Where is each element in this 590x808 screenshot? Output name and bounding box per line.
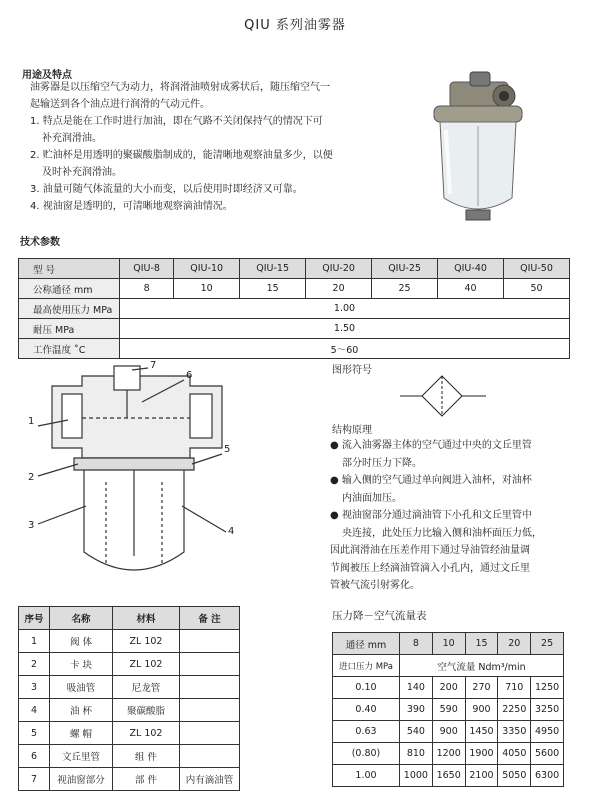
spec-model: QIU-10	[174, 259, 240, 279]
flow-cell: 1900	[465, 743, 498, 765]
callout-4: 4	[228, 526, 235, 537]
spec-max-pressure: 1.00	[120, 299, 570, 319]
spec-model: QIU-40	[438, 259, 504, 279]
usage-line: 1. 特点是能在工作时进行加油，即在气路不关闭保持气的情况下可	[30, 116, 323, 127]
parts-cell: 1	[19, 630, 50, 653]
parts-cell: 视油窗部分	[50, 768, 113, 791]
parts-cell: ZL 102	[113, 630, 180, 653]
flow-cell: 0.63	[333, 721, 400, 743]
parts-cell: 3	[19, 676, 50, 699]
parts-row	[19, 676, 240, 699]
parts-cell: 7	[19, 768, 50, 791]
flow-bore: 20	[498, 633, 531, 655]
usage-heading: 用途及特点	[22, 70, 72, 81]
symbol-label: 图形符号	[332, 365, 372, 376]
flow-row	[333, 743, 564, 765]
parts-header: 材料	[113, 607, 180, 630]
parts-row	[19, 699, 240, 722]
usage-line: 2. 贮油杯是用透明的聚碳酸脂制成的，能清晰地观察油量多少，以便	[30, 150, 333, 161]
callout-6: 6	[186, 370, 193, 381]
flow-cell: 2100	[465, 765, 498, 787]
flow-cell: 540	[400, 721, 433, 743]
usage-line: 及时补充润滑油。	[42, 167, 122, 178]
flow-cell: 3350	[498, 721, 531, 743]
flow-cell: 590	[432, 699, 465, 721]
spec-model-label: 型 号	[19, 259, 120, 279]
parts-cell	[180, 653, 240, 676]
spec-bore: 20	[306, 279, 372, 299]
spec-temp: 5～60	[120, 339, 570, 359]
spec-bore: 10	[174, 279, 240, 299]
flow-cell: 4050	[498, 743, 531, 765]
parts-cell: 组 件	[113, 745, 180, 768]
parts-table	[18, 606, 240, 791]
parts-cell: 聚碳酸脂	[113, 699, 180, 722]
principle-line: ● 视油窗部分通过滴油管下小孔和文丘里管中	[330, 510, 532, 521]
parts-cell: ZL 102	[113, 722, 180, 745]
parts-cell	[180, 699, 240, 722]
usage-text	[30, 79, 380, 215]
flow-cell: 0.10	[333, 677, 400, 699]
flow-cell: 1450	[465, 721, 498, 743]
principle-line: 因此润滑油在压差作用下通过导油管经油量调	[330, 545, 530, 556]
spec-bore-label: 公称通径 mm	[19, 279, 120, 299]
flow-row	[333, 721, 564, 743]
callout-2: 2	[28, 472, 35, 483]
callout-7: 7	[150, 360, 157, 371]
principle-line: 节阀被压上经滴油管滴入小孔内，通过文丘里	[330, 562, 530, 574]
flow-cell: 900	[432, 721, 465, 743]
spec-model: QIU-15	[240, 259, 306, 279]
flow-cell: 5050	[498, 765, 531, 787]
parts-cell: 尼龙管	[113, 676, 180, 699]
parts-cell: 2	[19, 653, 50, 676]
parts-cell	[180, 676, 240, 699]
flow-bore-label: 通径 mm	[333, 633, 400, 655]
flow-unit-label: 空气流量 Ndm³/min	[400, 655, 564, 677]
parts-row	[19, 653, 240, 676]
flow-cell: 3250	[531, 699, 564, 721]
principle-line: ● 流入油雾器主体的空气通过中央的文丘里管	[330, 440, 532, 451]
principle-line: ● 输入侧的空气通过单向阀进入油杯，对油杯	[330, 475, 532, 486]
spec-bore: 15	[240, 279, 306, 299]
flow-cell: 1000	[400, 765, 433, 787]
spec-model: QIU-50	[504, 259, 570, 279]
spec-bore: 25	[372, 279, 438, 299]
parts-cell: 卡 块	[50, 653, 113, 676]
spec-bore: 40	[438, 279, 504, 299]
flow-cell: 140	[400, 677, 433, 699]
flow-cell: 1200	[432, 743, 465, 765]
principle-line: 部分时压力下降。	[342, 457, 422, 469]
usage-line: 3. 油量可随气体流量的大小而变，以后使用时即经济又可靠。	[30, 184, 303, 195]
flow-cell: 270	[465, 677, 498, 699]
parts-cell: 6	[19, 745, 50, 768]
spec-model: QIU-8	[120, 259, 174, 279]
parts-header: 名称	[50, 607, 113, 630]
principle-line: 内油面加压。	[342, 492, 402, 504]
callout-3: 3	[28, 520, 35, 531]
parts-row	[19, 768, 240, 791]
usage-line: 4. 视油窗是透明的，可清晰地观察滴油情况。	[30, 201, 233, 212]
callout-1: 1	[28, 416, 35, 427]
flow-cell: 4950	[531, 721, 564, 743]
flow-cell: 5600	[531, 743, 564, 765]
principle-line: 央连接，此处压力比输入侧和油杯面压力低，	[342, 527, 542, 539]
callout-5: 5	[224, 444, 231, 455]
flow-cell: 390	[400, 699, 433, 721]
flow-cell: 6300	[531, 765, 564, 787]
parts-cell: 文丘里管	[50, 745, 113, 768]
flow-cell: 810	[400, 743, 433, 765]
flow-pressure-label: 进口压力 MPa	[333, 655, 400, 677]
flow-row	[333, 765, 564, 787]
spec-proof-label: 耐压 MPa	[19, 319, 120, 339]
flow-bore: 10	[432, 633, 465, 655]
flow-cell: 900	[465, 699, 498, 721]
parts-cell	[180, 745, 240, 768]
spec-max-pressure-label: 最高使用压力 MPa	[19, 299, 120, 319]
flow-row	[333, 677, 564, 699]
spec-model: QIU-20	[306, 259, 372, 279]
flow-cell: 1250	[531, 677, 564, 699]
flow-bore: 25	[531, 633, 564, 655]
flow-cell: 200	[432, 677, 465, 699]
usage-line: 补充润滑油。	[42, 133, 102, 144]
spec-model: QIU-25	[372, 259, 438, 279]
flow-cell: 710	[498, 677, 531, 699]
principle-text	[330, 437, 570, 595]
parts-cell: 油 杯	[50, 699, 113, 722]
parts-cell	[180, 722, 240, 745]
principle-line: 管被气流引射雾化。	[330, 580, 420, 591]
parts-cell: 吸油管	[50, 676, 113, 699]
flow-cell: 1650	[432, 765, 465, 787]
flow-bore: 15	[465, 633, 498, 655]
flow-cell: 0.40	[333, 699, 400, 721]
spec-bore: 8	[120, 279, 174, 299]
parts-header: 备 注	[180, 607, 240, 630]
flow-table	[332, 632, 564, 787]
parts-row	[19, 630, 240, 653]
spec-temp-label: 工作温度 ˚C	[19, 339, 120, 359]
flow-row	[333, 699, 564, 721]
spec-table	[18, 258, 570, 359]
parts-header: 序号	[19, 607, 50, 630]
parts-row	[19, 745, 240, 768]
flow-bore: 8	[400, 633, 433, 655]
lubricator-symbol	[398, 372, 488, 420]
spec-proof: 1.50	[120, 319, 570, 339]
flow-cell: 2250	[498, 699, 531, 721]
flow-cell: (0.80)	[333, 743, 400, 765]
parts-cell: 4	[19, 699, 50, 722]
flow-heading: 压力降－空气流量表	[332, 610, 427, 622]
principle-heading: 结构原理	[332, 425, 372, 436]
usage-line: 油雾器是以压缩空气为动力，将润滑油喷射成雾状后，随压缩空气一	[30, 82, 330, 93]
parts-cell: 5	[19, 722, 50, 745]
section-diagram	[22, 356, 262, 588]
parts-cell: ZL 102	[113, 653, 180, 676]
parts-cell	[180, 630, 240, 653]
parts-cell: 螺 帽	[50, 722, 113, 745]
flow-cell: 1.00	[333, 765, 400, 787]
lubricator-photo	[420, 70, 540, 230]
parts-cell: 部 件	[113, 768, 180, 791]
spec-bore: 50	[504, 279, 570, 299]
parts-cell: 阀 体	[50, 630, 113, 653]
usage-line: 起输送到各个油点进行润滑的气动元件。	[30, 99, 210, 110]
spec-heading: 技术参数	[20, 237, 60, 248]
parts-cell: 内有滴油管	[180, 768, 240, 791]
parts-row	[19, 722, 240, 745]
page-title: QIU 系列油雾器	[244, 18, 346, 33]
